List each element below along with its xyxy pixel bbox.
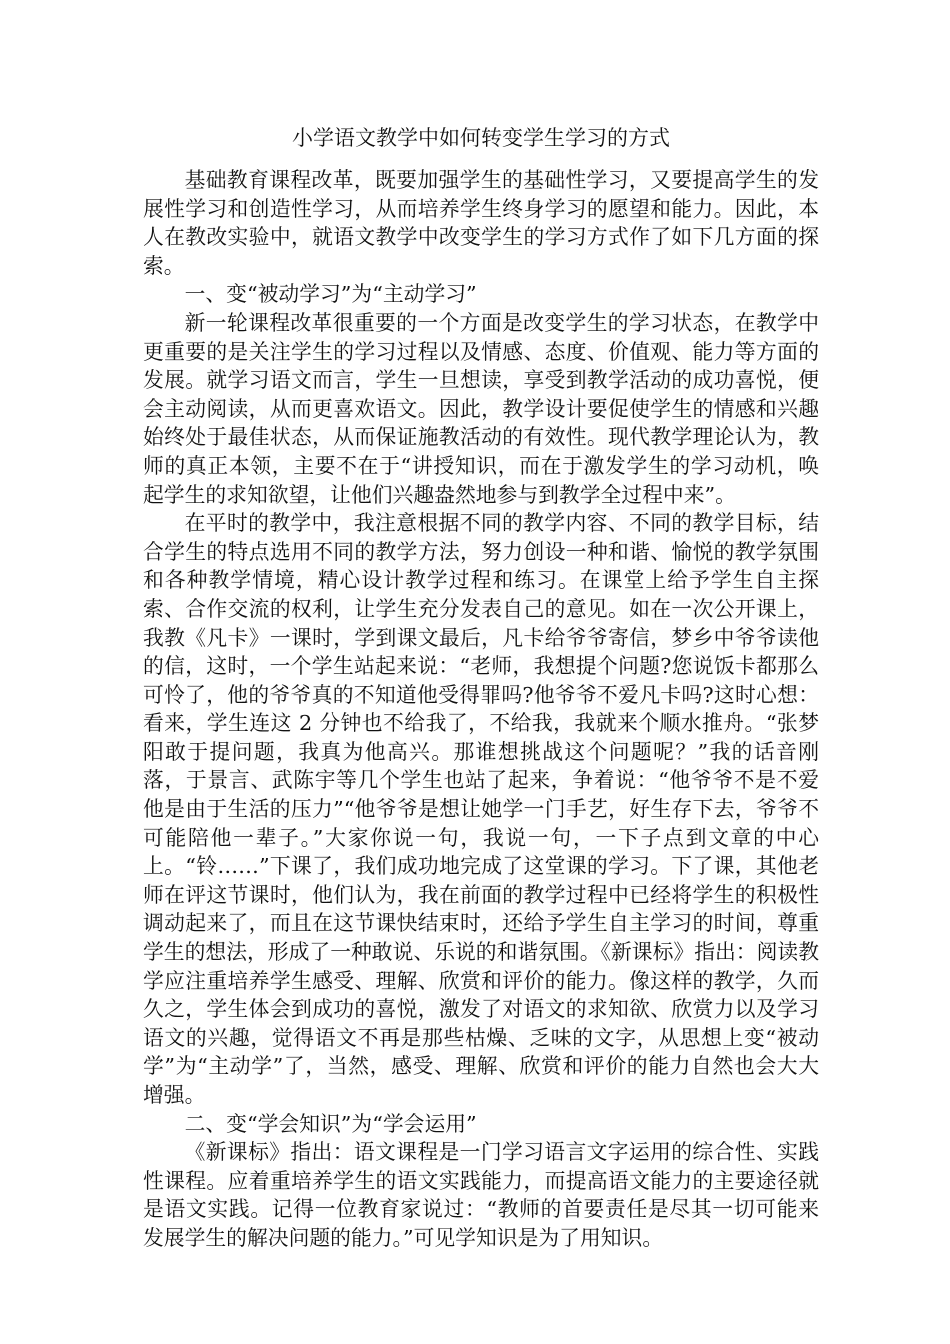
intro-paragraph: 基础教育课程改革，既要加强学生的基础性学习，又要提高学生的发展性学习和创造性学习，从而培养学生终身学习的愿望和能力。因此，本人在教改实验中，就语文教学中改变学生的学习方式作了如下几方面的探索。: [143, 168, 819, 278]
section-1-paragraph-1: 新一轮课程改革很重要的一个方面是改变学生的学习状态，在教学中更重要的是关注学生的学习过程以及情感、态度、价值观、能力等方面的发展。就学习语文而言，学生一旦想读，享受到教学活动的成功喜悦，便会主动阅读，从而更喜欢语文。因此，教学设计要促使学生的情感和兴趣始终处于最佳状态，从而保证施教活动的有效性。现代教学理论认为，教师的真正本领，主要不在于“讲授知识，而在于激发学生的学习动机，唤起学生的求知欲望，让他们兴趣盎然地参与到教学全过程中来”。: [143, 310, 819, 507]
section-heading-1: 一、变“被动学习”为“主动学习”: [184, 282, 477, 307]
section-1-paragraph-2: 在平时的教学中，我注意根据不同的教学内容、不同的教学目标，结合学生的特点选用不同的教学方法，努力创设一种和谐、愉悦的教学氛围和各种教学情境，精心设计教学过程和练习。在课堂上给予学生自主探索、合作交流的权利，让学生充分发表自己的意见。如在一次公开课上，我教《凡卡》一课时，学到课文最后，凡卡给爷爷寄信，梦乡中爷爷读他的信，这时，一个学生站起来说：“老师，我想提个问题?您说饭卡都那么可怜了，他的爷爷真的不知道他受得罪吗?他爷爷不爱凡卡吗?这时心想：看来，学生连这 2 分钟也不给我了，不给我，我就来个顺水推舟。“张梦阳敢于提问题，我真为他高兴。那谁想挑战这个问题呢？”我的话音刚落，于景言、武陈宇等几个学生也站了起来，争着说：“他爷爷不是不爱他是由于生活的压力”“他爷爷是想让她学一门手艺，好生存下去，爷爷不可能陪他一辈子。”大家你说一句，我说一句，一下子点到文章的中心上。“铃……”下课了，我们成功地完成了这堂课的学习。下了课，其他老师在评这节课时，他们认为，我在前面的教学过程中已经将学生的积极性调动起来了，而且在这节课快结束时，还给予学生自主学习的时间，尊重学生的想法，形成了一种敢说、乐说的和谐氛围。《新课标》指出：阅读教学应注重培养学生感受、理解、欣赏和评价的能力。像这样的教学，久而久之，学生体会到成功的喜悦，激发了对语文的求知欲、欣赏力以及学习语文的兴趣，觉得语文不再是那些枯燥、乏味的文字，从思想上变“被动学”为“主动学”了，当然，感受、理解、欣赏和评价的能力自然也会大大增强。: [143, 511, 819, 1107]
document-title: 小学语文教学中如何转变学生学习的方式: [292, 126, 670, 150]
section-2-paragraph-1: 《新课标》指出：语文课程是一门学习语言文字运用的综合性、实践性课程。应着重培养学生的语文实践能力，而提高语文能力的主要途径就是语文实践。记得一位教育家说过：“教师的首要责任是尽其一切可能来发展学生的解决问题的能力。”可见学知识是为了用知识。: [143, 1140, 819, 1250]
document-body: [143, 124, 819, 1253]
section-heading-2: 二、变“学会知识”为“学会运用”: [184, 1111, 477, 1136]
